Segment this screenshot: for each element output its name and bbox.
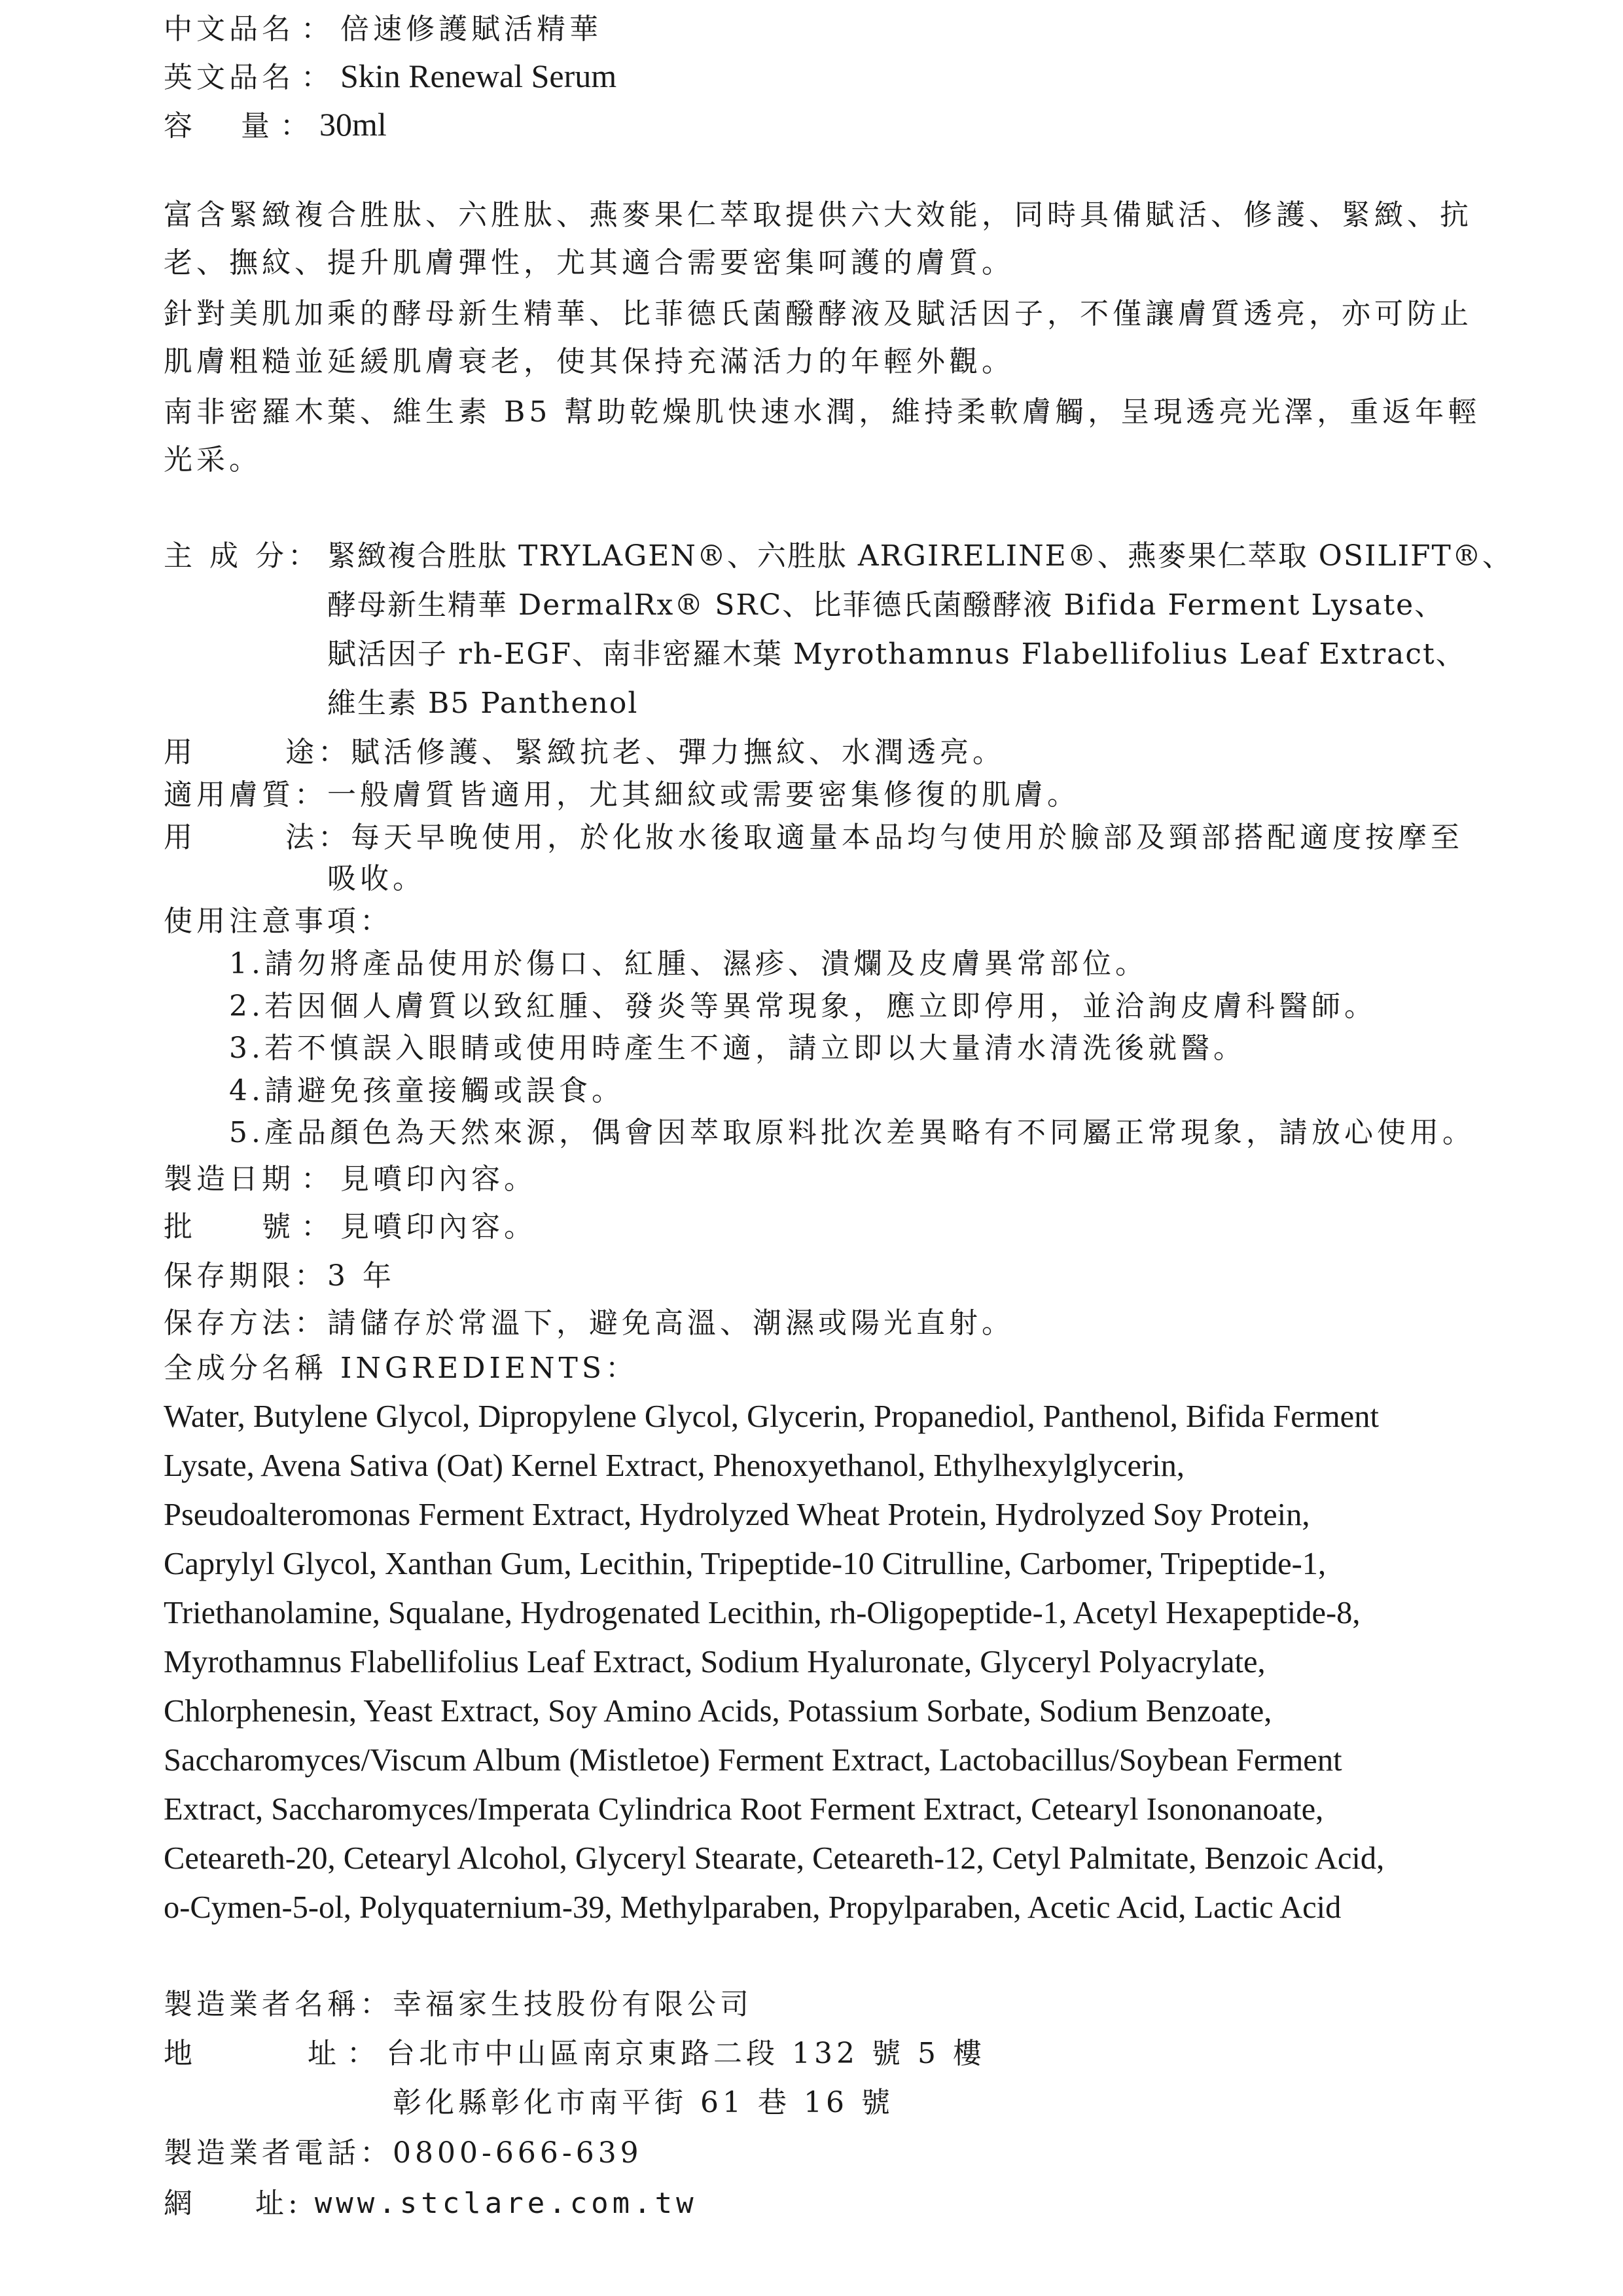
main-ingredients-line: 緊緻複合胜肽 TRYLAGEN®、六胜肽 ARGIRELINE®、燕麥果仁萃取 OSILIFT®、 bbox=[327, 539, 1512, 573]
ingredients-line: Caprylyl Glycol, Xanthan Gum, Lecithin, Tripeptide-10 Citrulline, Carbomer, Tripeptide-1, bbox=[164, 1547, 1327, 1581]
ingredients-line: Saccharomyces/Viscum Album (Mistletoe) Ferment Extract, Lactobacillus/Soybean Ferment bbox=[164, 1743, 1342, 1778]
cn-name-row: 中文品名 ： 倍速修護賦活精華 bbox=[164, 5, 602, 47]
caution-item: 2.若因個人膚質以致紅腫、發炎等異常現象，應立即停用，並洽詢皮膚科醫師。 bbox=[229, 990, 1377, 1023]
description-line: 南非密羅木葉、維生素 B5 幫助乾燥肌快速水潤，維持柔軟膚觸，呈現透亮光澤，重返年輕 bbox=[164, 395, 1481, 429]
main-ingredients-line: 維生素 B5 Panthenol bbox=[327, 687, 639, 720]
en-name-row: 英文品名 ： Skin Renewal Serum bbox=[164, 54, 616, 96]
shelf-life-value: 3 年 bbox=[327, 1259, 395, 1293]
ingredients-line: Pseudoalteromonas Ferment Extract, Hydrolyzed Wheat Protein, Hydrolyzed Soy Protein, bbox=[164, 1498, 1310, 1532]
ingredients-line: Chlorphenesin, Yeast Extract, Soy Amino Acids, Potassium Sorbate, Sodium Benzoate, bbox=[164, 1694, 1272, 1729]
mfg-date-value: 見噴印內容。 bbox=[340, 1162, 537, 1196]
usage-label: 用 途 bbox=[164, 736, 318, 769]
ingredients-line: o-Cymen-5-ol, Polyquaternium-39, Methylparaben, Propylparaben, Acetic Acid, Lactic Acid bbox=[164, 1890, 1342, 1925]
phone-row: 製造業者電話：0800-666-639 bbox=[164, 2136, 643, 2170]
manufacturer-name-label: 製造業者名稱 bbox=[164, 1988, 360, 2021]
caution-item: 5.產品顏色為天然來源，偶會因萃取原料批次差異略有不同屬正常現象，請放心使用。 bbox=[229, 1116, 1475, 1149]
ingredients-line: Myrothamnus Flabellifolius Leaf Extract, Sodium Hyaluronate, Glyceryl Polyacrylate, bbox=[164, 1645, 1266, 1679]
en-name-value: Skin Renewal Serum bbox=[340, 58, 617, 94]
method-line-2: 吸收。 bbox=[327, 862, 425, 895]
manufacturer-name-row: 製造業者名稱：幸福家生技股份有限公司 bbox=[164, 1988, 753, 2021]
ingredients-line: Triethanolamine, Squalane, Hydrogenated Lecithin, rh-Oligopeptide-1, Acetyl Hexapeptide-8, bbox=[164, 1596, 1361, 1630]
phone-value: 0800-666-639 bbox=[393, 2136, 643, 2170]
volume-label: 容 量 bbox=[164, 109, 274, 143]
caution-item: 3.若不慎誤入眼睛或使用時產生不適，請立即以大量清水清洗後就醫。 bbox=[229, 1031, 1246, 1065]
skin-type-value: 一般膚質皆適用，尤其細紋或需要密集修復的肌膚。 bbox=[327, 778, 1080, 812]
ingredients-line: Lysate, Avena Sativa (Oat) Kernel Extract, Phenoxyethanol, Ethylhexylglycerin, bbox=[164, 1448, 1185, 1483]
usage-row: 用 途 ：賦活修護、緊緻抗老、彈力撫紋、水潤透亮。 bbox=[164, 728, 1005, 770]
caution-item: 4.請避免孩童接觸或誤食。 bbox=[229, 1074, 624, 1107]
caution-item: 1.請勿將產品使用於傷口、紅腫、濕疹、潰爛及皮膚異常部位。 bbox=[229, 947, 1148, 980]
cn-name-label: 中文品名 bbox=[164, 12, 294, 46]
storage-label: 保存方法 bbox=[164, 1306, 294, 1340]
storage-value: 請儲存於常溫下，避免高溫、潮濕或陽光直射。 bbox=[327, 1306, 1014, 1340]
ingredients-title: 全成分名稱 INGREDIENTS： bbox=[164, 1352, 639, 1385]
batch-label: 批 號 bbox=[164, 1210, 294, 1244]
batch-value: 見噴印內容。 bbox=[340, 1210, 537, 1244]
method-row: 用 法 ：每天早晚使用，於化妝水後取適量本品均勻使用於臉部及頸部搭配適度按摩至 bbox=[164, 814, 1463, 855]
mfg-date-row: 製造日期 ： 見噴印內容。 bbox=[164, 1162, 537, 1196]
batch-row: 批 號 ： 見噴印內容。 bbox=[164, 1203, 537, 1245]
address-row: 地 址 ： 台北市中山區南京東路二段 132 號 5 樓 bbox=[164, 2030, 986, 2072]
description-line: 富含緊緻複合胜肽、六胜肽、燕麥果仁萃取提供六大效能，同時具備賦活、修護、緊緻、抗 bbox=[164, 198, 1472, 232]
ingredients-line: Water, Butylene Glycol, Dipropylene Glycol, Glycerin, Propanediol, Panthenol, Bifida Ferment bbox=[164, 1399, 1379, 1434]
volume-value: 30ml bbox=[319, 106, 387, 143]
en-name-label: 英文品名 bbox=[164, 61, 294, 94]
ingredients-line: Extract, Saccharomyces/Imperata Cylindrica Root Ferment Extract, Cetearyl Isononanoate, bbox=[164, 1792, 1324, 1827]
usage-value: 賦活修護、緊緻抗老、彈力撫紋、水潤透亮。 bbox=[351, 736, 1005, 769]
storage-row: 保存方法：請儲存於常溫下，避免高溫、潮濕或陽光直射。 bbox=[164, 1306, 1014, 1340]
manufacturer-name-value: 幸福家生技股份有限公司 bbox=[393, 1988, 753, 2021]
main-ingredients-label: 主 成 分： bbox=[164, 539, 321, 573]
skin-type-label: 適用膚質 bbox=[164, 778, 294, 812]
address-label: 地 址 bbox=[164, 2037, 340, 2070]
cn-name-value: 倍速修護賦活精華 bbox=[340, 12, 602, 46]
volume-row: 容 量 ： 30ml bbox=[164, 102, 387, 144]
address-line-2: 彰化縣彰化市南平街 61 巷 16 號 bbox=[393, 2086, 894, 2119]
description-line: 針對美肌加乘的酵母新生精華、比菲德氏菌醱酵液及賦活因子，不僅讓膚質透亮，亦可防止 bbox=[164, 297, 1472, 331]
shelf-life-row: 保存期限：3 年 bbox=[164, 1259, 395, 1293]
mfg-date-label: 製造日期 bbox=[164, 1162, 294, 1196]
ingredients-list bbox=[164, 1392, 1472, 1932]
website-label: 網 址 bbox=[164, 2187, 288, 2220]
shelf-life-label: 保存期限 bbox=[164, 1259, 294, 1293]
ingredients-line: Ceteareth-20, Cetearyl Alcohol, Glyceryl Stearate, Ceteareth-12, Cetyl Palmitate, Benzoic Acid, bbox=[164, 1841, 1385, 1876]
skin-type-row: 適用膚質：一般膚質皆適用，尤其細紋或需要密集修復的肌膚。 bbox=[164, 778, 1080, 812]
method-label: 用 法 bbox=[164, 821, 318, 854]
website-row: 網 址 : www.stclare.com.tw bbox=[164, 2179, 698, 2221]
main-ingredients-line: 酵母新生精華 DermalRx® SRC、比菲德氏菌醱酵液 Bifida Ferment Lysate、 bbox=[327, 588, 1445, 622]
method-value: 每天早晚使用，於化妝水後取適量本品均勻使用於臉部及頸部搭配適度按摩至 bbox=[351, 821, 1463, 854]
phone-label: 製造業者電話 bbox=[164, 2136, 360, 2170]
website-link[interactable]: www.stclare.com.tw bbox=[314, 2187, 698, 2220]
address-line-1: 台北市中山區南京東路二段 132 號 5 樓 bbox=[386, 2037, 986, 2070]
description-line: 肌膚粗糙並延緩肌膚衰老，使其保持充滿活力的年輕外觀。 bbox=[164, 345, 1014, 378]
description-line: 光采。 bbox=[164, 443, 262, 476]
description-line: 老、撫紋、提升肌膚彈性，尤其適合需要密集呵護的膚質。 bbox=[164, 246, 1014, 279]
main-ingredients-line: 賦活因子 rh-EGF、南非密羅木葉 Myrothamnus Flabellifolius Leaf Extract、 bbox=[327, 637, 1466, 671]
cautions-title: 使用注意事項： bbox=[164, 905, 393, 938]
